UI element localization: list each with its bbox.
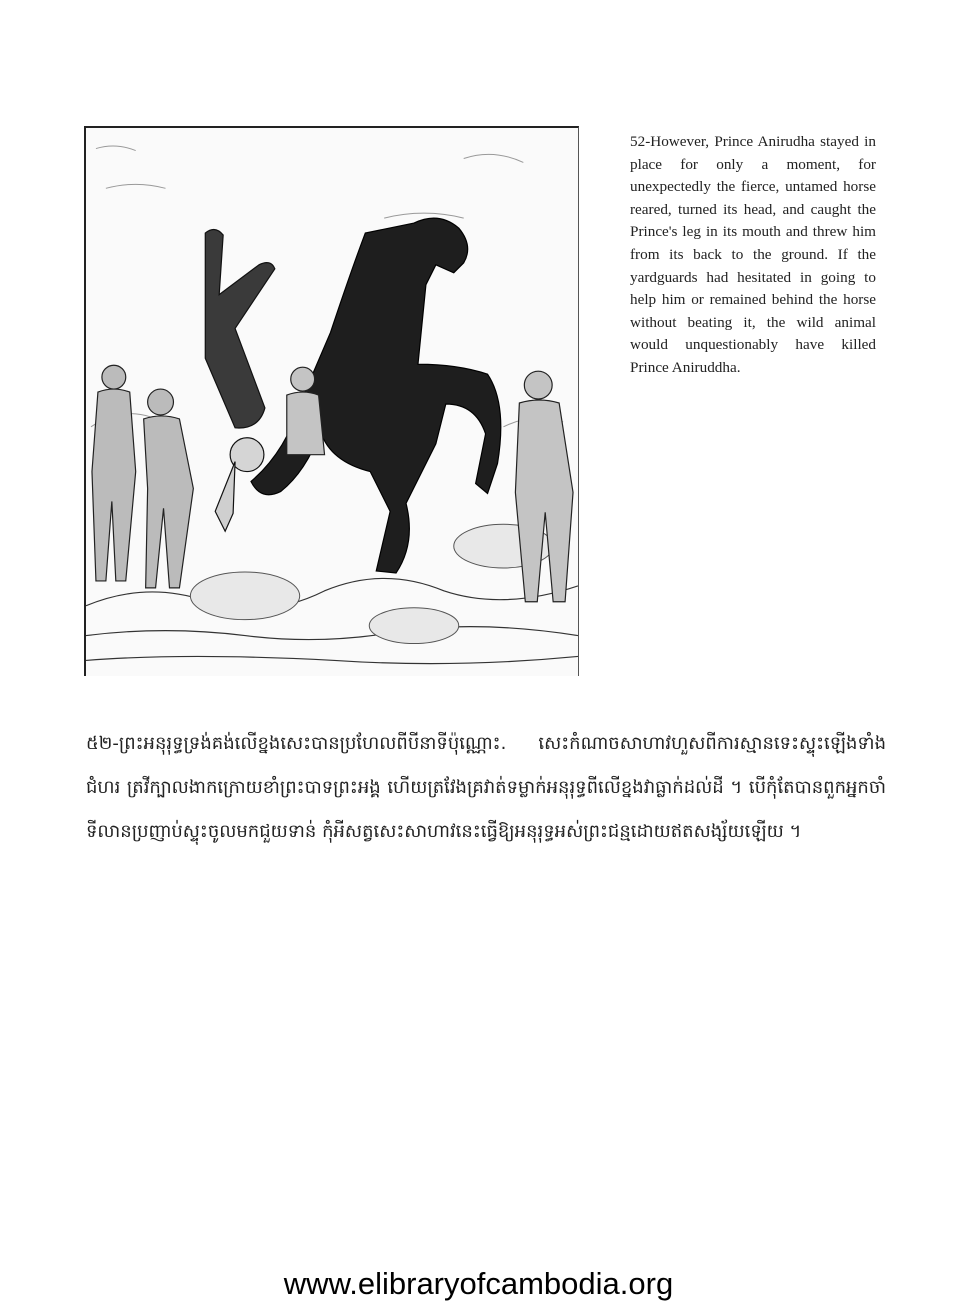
bystanders-left bbox=[92, 365, 193, 588]
dust-clouds bbox=[190, 524, 553, 643]
illustration-horse-rearing bbox=[84, 126, 579, 676]
caption-english: 52-However, Prince Anirudha stayed in place for only a moment, for unexpectedly the fierce, untamed horse reared, turned its head, and caught the Prince's leg in its mouth and threw him from its back to the ground. If the yardguards had hesitated in going to help him or remained behind the horse without beating it, the wild animal would unquestionably have killed Prince Aniruddha. bbox=[630, 133, 876, 376]
ground bbox=[86, 578, 578, 663]
footer-url[interactable]: www.elibraryofcambodia.org bbox=[283, 1266, 674, 1301]
caption-khmer: ៥២-ព្រះអនុរុទ្ធទ្រង់គង់លើខ្នងសេះបានប្រហែលពីបីនាទីប៉ុណ្ណោះ. សេះកំណាចសាហាវហួសពីការស្មានទេះស្ទុះឡើងទាំងជំហរ ត្រវីក្បាលងាកក្រោយខាំព្រះបាទព្រះអង្គ ហើយត្រវែងគ្រវាត់ទម្លាក់អនុរុទ្ធពីលើខ្នងវាធ្លាក់ដល់ដី ។ បើកុំតែបានពួកអ្នកចាំទីលានប្រញាប់ស្ទុះចូលមកជួយទាន់ កុំអីសត្វសេះសាហាវនេះធ្វើឱ្យអនុរុទ្ធអស់ព្រះជន្មដោយឥតសង្ស័យឡើយ ។ bbox=[86, 733, 886, 842]
illustration-drawing bbox=[86, 128, 578, 676]
